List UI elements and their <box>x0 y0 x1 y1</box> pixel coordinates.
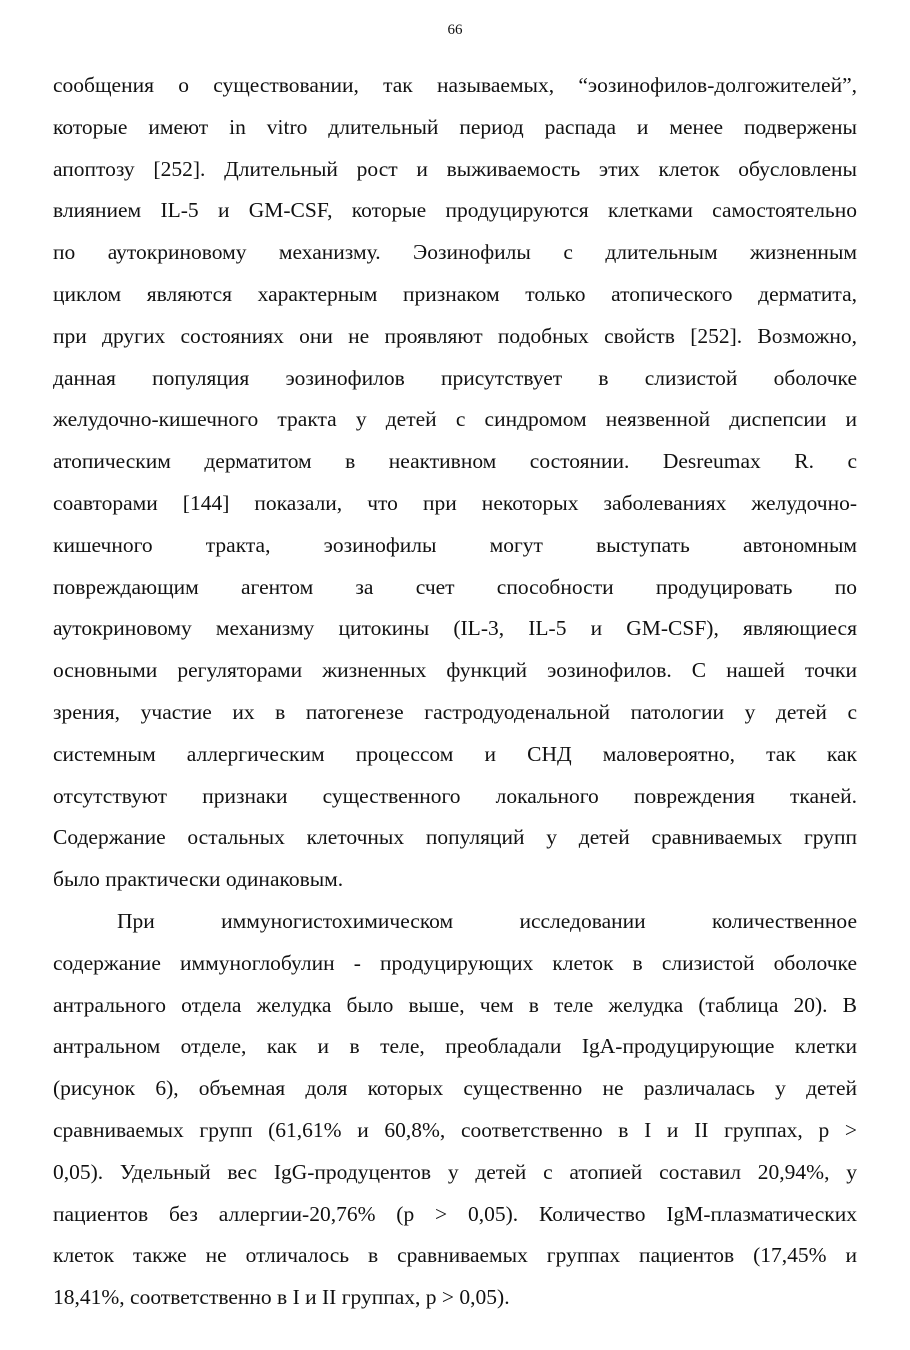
text-line: аутокриновому механизму цитокины (IL-3, IL-5 и GM-CSF), являющиеся <box>53 616 857 641</box>
text-line: (рисунок 6), объемная доля которых существенно не различалась у детей <box>53 1076 857 1101</box>
text-line: клеток также не отличалось в сравниваемых группах пациентов (17,45% и <box>53 1243 857 1268</box>
text-line: сообщения о существовании, так называемых, “эозинофилов-долгожителей”, <box>53 73 857 97</box>
paragraph-2 <box>53 901 857 1319</box>
text-line: пациентов без аллергии-20,76% (р > 0,05). Количество IgM-плазматических <box>53 1201 857 1226</box>
text-line: влиянием IL-5 и GM-CSF, которые продуцируются клетками самостоятельно <box>53 198 857 223</box>
text-line: Содержание остальных клеточных популяций у детей сравниваемых групп <box>53 825 857 850</box>
text-line: отсутствуют признаки существенного локального повреждения тканей. <box>53 783 857 808</box>
paragraph-1 <box>53 65 857 901</box>
text-line: которые имеют in vitro длительный период распада и менее подвержены <box>53 114 857 139</box>
text-line: При иммуногистохимическом исследовании количественное <box>117 908 857 933</box>
text-line: при других состояниях они не проявляют подобных свойств [252]. Возможно, <box>53 323 857 348</box>
text-line: циклом являются характерным признаком только атопического дерматита, <box>53 281 857 306</box>
text-line: повреждающим агентом за счет способности продуцировать по <box>53 574 857 599</box>
text-line: атопическим дерматитом в неактивном состоянии. Desreumax R. с <box>53 449 857 474</box>
text-line: было практически одинаковым. <box>53 867 344 892</box>
text-body <box>53 65 857 1319</box>
text-line: 18,41%, соответственно в I и II группах, р > 0,05). <box>53 1285 510 1310</box>
text-line: данная популяция эозинофилов присутствует в слизистой оболочке <box>53 365 857 390</box>
text-line: зрения, участие их в патогенезе гастродуоденальной патологии у детей с <box>53 699 857 724</box>
text-line: системным аллергическим процессом и СНД маловероятно, так как <box>53 741 857 766</box>
page-number: 66 <box>447 22 463 38</box>
text-line: желудочно-кишечного тракта у детей с синдромом неязвенной диспепсии и <box>53 407 857 432</box>
text-line: апоптозу [252]. Длительный рост и выживаемость этих клеток обусловлены <box>53 156 857 181</box>
text-line: по аутокриновому механизму. Эозинофилы с длительным жизненным <box>53 240 857 265</box>
text-line: 0,05). Удельный вес IgG-продуцентов у детей с атопией составил 20,94%, у <box>53 1159 857 1184</box>
text-line: содержание иммуноглобулин - продуцирующих клеток в слизистой оболочке <box>53 950 857 975</box>
text-line: антрального отдела желудка было выше, чем в теле желудка (таблица 20). В <box>53 992 857 1017</box>
text-line: сравниваемых групп (61,61% и 60,8%, соответственно в I и II группах, р > <box>53 1117 857 1142</box>
text-line: кишечного тракта, эозинофилы могут выступать автономным <box>53 532 857 557</box>
text-line: основными регуляторами жизненных функций эозинофилов. С нашей точки <box>53 658 857 683</box>
text-line: антральном отделе, как и в теле, преобладали IgA-продуцирующие клетки <box>53 1034 857 1059</box>
text-line: соавторами [144] показали, что при некоторых заболеваниях желудочно- <box>53 490 857 515</box>
